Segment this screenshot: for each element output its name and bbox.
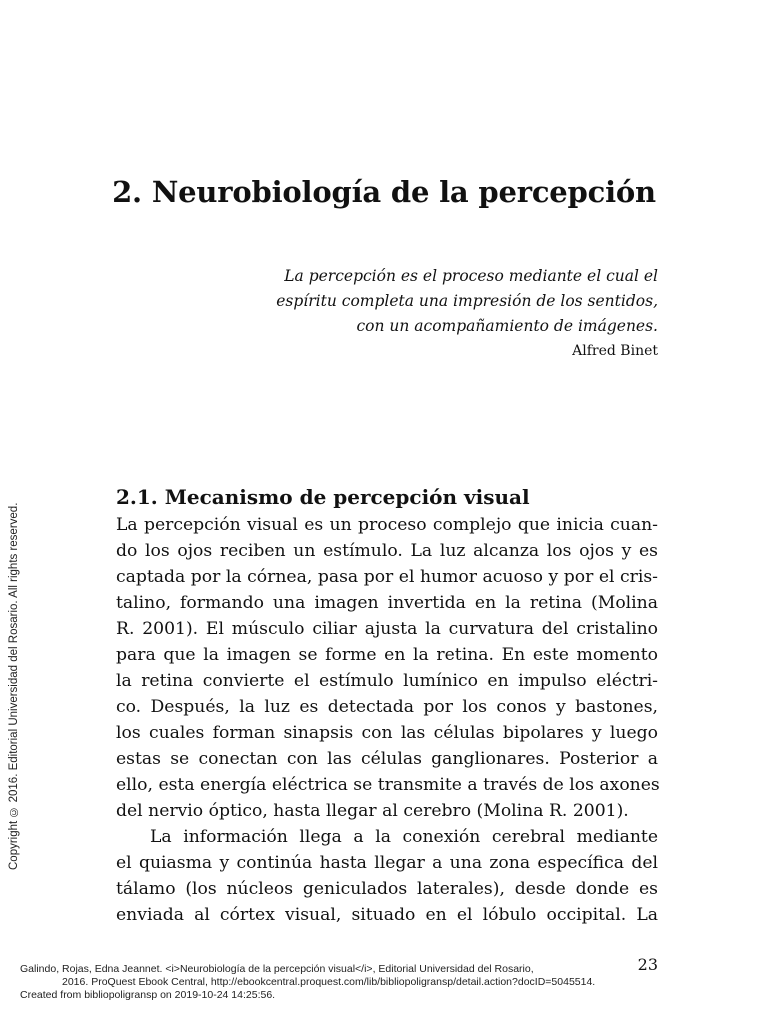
page-number: 23: [637, 955, 658, 974]
paragraph-line: el quiasma y continúa hasta llegar a una zona específica del: [116, 853, 658, 873]
paragraph-line: R. 2001). El músculo ciliar ajusta la curvatura del cristalino: [116, 619, 658, 639]
paragraph-line: captada por la córnea, pasa por el humor acuoso y por el cris-: [116, 567, 658, 587]
epigraph: [238, 264, 658, 363]
paragraph-line: co. Después, la luz es detectada por los conos y bastones,: [116, 697, 658, 717]
paragraph-line: estas se conectan con las células ganglionares. Posterior a: [116, 749, 658, 769]
footer-line: 2016. ProQuest Ebook Central, http://ebookcentral.proquest.com/lib/bibliopoligransp/detail.action?docID=5045514.: [62, 976, 596, 988]
paragraph-line: ello, esta energía eléctrica se transmite a través de los axones: [116, 775, 660, 795]
paragraph-line: La percepción visual es un proceso complejo que inicia cuan-: [116, 515, 658, 535]
citation-footer: [20, 963, 760, 1002]
paragraph-line: la retina convierte el estímulo lumínico en impulso eléctri-: [116, 671, 658, 691]
footer-line: Created from bibliopoligransp on 2019-10-24 14:25:56.: [20, 989, 276, 1001]
epigraph-line: con un acompañamiento de imágenes.: [356, 317, 658, 335]
chapter-title: 2. Neurobiología de la percepción: [112, 175, 656, 209]
paragraph-line: enviada al córtex visual, situado en el lóbulo occipital. La: [116, 905, 658, 925]
paragraph-line: tálamo (los núcleos geniculados laterales), desde donde es: [116, 879, 658, 899]
body-text: [116, 512, 658, 928]
side-copyright-notice: Copyright © 2016. Editorial Universidad del Rosario. All rights reserved.: [8, 502, 20, 870]
paragraph-line: los cuales forman sinapsis con las células bipolares y luego: [116, 723, 658, 743]
section-title: 2.1. Mecanismo de percepción visual: [116, 485, 530, 509]
paragraph-line: talino, formando una imagen invertida en la retina (Molina: [116, 593, 658, 613]
paragraph-line: La información llega a la conexión cerebral mediante: [150, 827, 658, 847]
paragraph-line: do los ojos reciben un estímulo. La luz alcanza los ojos y es: [116, 541, 658, 561]
epigraph-line: espíritu completa una impresión de los sentidos,: [276, 292, 658, 310]
paragraph-line: para que la imagen se forme en la retina. En este momento: [116, 645, 658, 665]
epigraph-line: La percepción es el proceso mediante el cual el: [284, 267, 658, 285]
paragraph-line: del nervio óptico, hasta llegar al cerebro (Molina R. 2001).: [116, 801, 629, 821]
footer-line: Galindo, Rojas, Edna Jeannet. <i>Neurobiología de la percepción visual</i>, Editorial Universidad del Rosario,: [20, 963, 534, 975]
epigraph-author: Alfred Binet: [572, 343, 658, 359]
